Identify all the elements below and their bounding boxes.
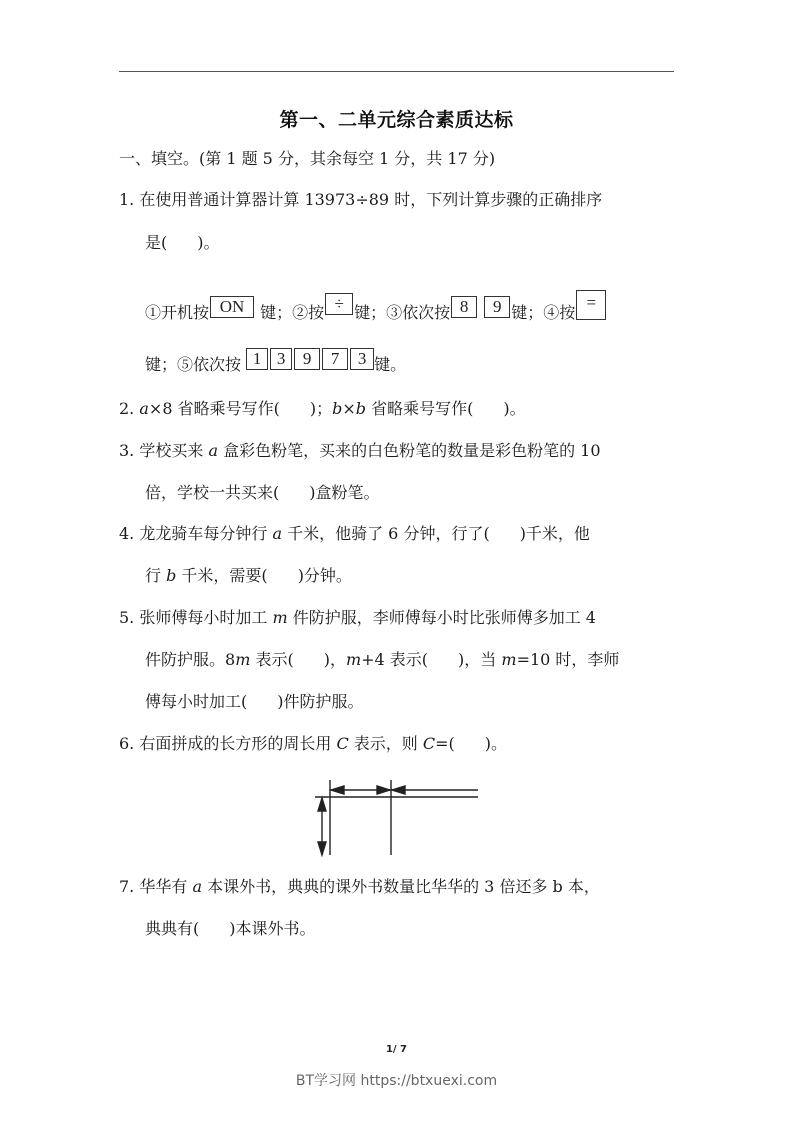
var-m: m: [345, 650, 362, 669]
q7-text: 7. 华华有: [119, 877, 193, 896]
q1-steps-line1: [145, 290, 607, 323]
q5-text: 傅每小时加工(: [145, 692, 248, 711]
q2-part1: ×8 省略乘号写作(: [148, 399, 280, 418]
q2-num: 2.: [119, 399, 140, 418]
q3-text: )盒粉笔。: [309, 483, 380, 502]
page-number: 1/ 7: [385, 1044, 408, 1055]
step2-end: 键；③依次按: [354, 303, 451, 322]
q5-text: )，当: [458, 650, 502, 669]
q1-line2: [145, 233, 220, 253]
q2: [119, 399, 526, 419]
header-rule: [119, 71, 674, 72]
q4-text: 千米，需要(: [176, 566, 268, 585]
q7-line2: [145, 919, 316, 939]
q4-line1: [119, 524, 590, 544]
site-watermark: BT学习网 https://btxuexi.com: [295, 1073, 498, 1089]
var-a: a: [208, 441, 218, 460]
q5-text: )，: [323, 650, 346, 669]
calc-key-7: 7: [322, 348, 348, 370]
q6-text: 表示，则: [348, 734, 423, 753]
calc-key-equals: =: [576, 290, 606, 320]
page-title: 第一、二单元综合素质达标: [279, 109, 514, 131]
q5-text: )件防护服。: [277, 692, 364, 711]
q5-text: 件防护服。8: [145, 650, 236, 669]
q6-text: )。: [484, 734, 508, 753]
q7-text: )本课外书。: [229, 919, 316, 938]
q6-text: =(: [435, 734, 455, 753]
var-c: C: [336, 734, 349, 753]
q1-line1: 1. 在使用普通计算器计算 13973÷89 时，下列计算步骤的正确排序: [119, 190, 603, 209]
step1-end: 键；②按: [255, 303, 325, 322]
q3-text: 倍，学校一共买来(: [145, 483, 280, 502]
q4-text: 千米，他骑了 6 分钟，行了(: [282, 524, 490, 543]
step5-end: 键。: [374, 355, 407, 374]
q5-text: =10 时，李师: [516, 650, 620, 669]
calc-key-9: 9: [484, 296, 510, 318]
q1-prefix: 是(: [145, 233, 168, 252]
q2-part3: 省略乘号写作(: [365, 399, 474, 418]
q2-part2: )；: [309, 399, 333, 418]
times-sign: ×: [342, 399, 356, 418]
q5-line3: [145, 692, 364, 712]
q1-steps-line2: [145, 348, 406, 375]
q5-text: 件防护服，李师傅每小时比张师傅多加工 4: [287, 608, 596, 627]
calc-key-8: 8: [451, 296, 477, 318]
calc-key-3: 3: [270, 348, 292, 370]
calc-key-1: 1: [246, 348, 268, 370]
section-heading: 一、填空。(第 1 题 5 分，其余每空 1 分，共 17 分): [119, 149, 496, 168]
q3-text: 3. 学校买来: [119, 441, 209, 460]
q5-line1: [119, 608, 596, 628]
var-a: a: [272, 524, 282, 543]
calc-key-on: ON: [210, 296, 254, 318]
step1-text: ①开机按: [145, 303, 210, 322]
q3-text: 盒彩色粉笔，买来的白色粉笔的数量是彩色粉笔的 10: [218, 441, 601, 460]
q4-text: )分钟。: [297, 566, 352, 585]
calc-key-divide: ÷: [325, 293, 353, 315]
calc-key-3b: 3: [350, 348, 374, 370]
q6-text: 6. 右面拼成的长方形的周长用: [119, 734, 337, 753]
var-c: C: [422, 734, 436, 753]
calc-key-9b: 9: [294, 348, 320, 370]
q4-line2: [145, 566, 352, 586]
step3-end: 键；④按: [511, 303, 576, 322]
q4-text: 4. 龙龙骑车每分钟行: [119, 524, 273, 543]
q1-suffix: )。: [197, 233, 220, 252]
var-a: a: [139, 399, 149, 418]
q5-text: +4 表示(: [361, 650, 429, 669]
q7-text: 本课外书，典典的课外书数量比华华的 3 倍还多 b 本，: [202, 877, 600, 896]
var-m: m: [501, 650, 517, 669]
q3-line1: [119, 441, 601, 461]
var-m: m: [235, 650, 251, 669]
q5-text: 5. 张师傅每小时加工: [119, 608, 273, 627]
q4-text: 行: [145, 566, 167, 585]
step4-end: 键；⑤依次按: [145, 355, 247, 374]
q4-text: )千米，他: [519, 524, 590, 543]
var-b: b: [332, 399, 343, 418]
var-m: m: [272, 608, 288, 627]
q5-text: 表示(: [250, 650, 294, 669]
q3-line2: [145, 483, 380, 503]
q7-line1: [119, 877, 600, 897]
q5-line2: [145, 650, 619, 670]
var-a: a: [192, 877, 202, 896]
q7-text: 典典有(: [145, 919, 200, 938]
var-b: b: [355, 399, 366, 418]
var-b: b: [166, 566, 177, 585]
rectangle-diagram: [310, 775, 485, 864]
q6-line1: [119, 734, 507, 754]
q2-part4: )。: [503, 399, 526, 418]
